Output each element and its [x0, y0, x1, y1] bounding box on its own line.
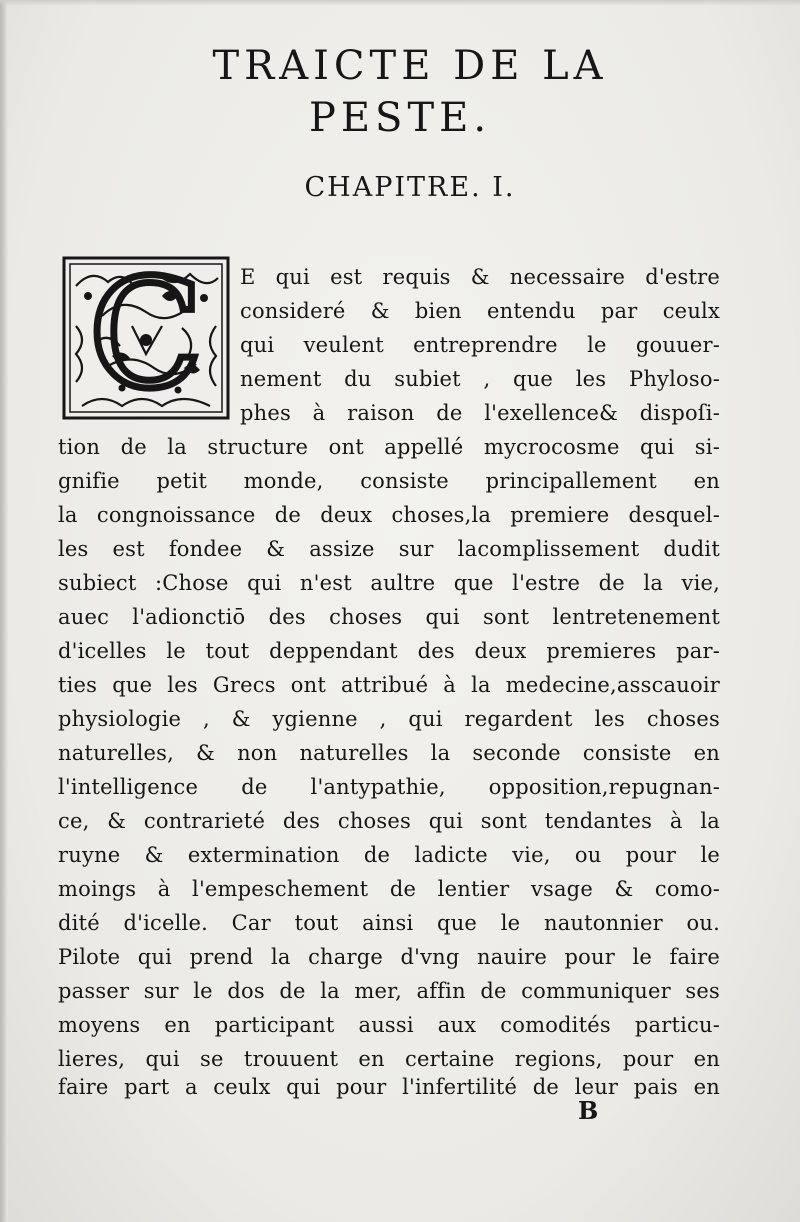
title-line-2: PESTE.: [308, 95, 492, 141]
text-line-4: nement du subiet , que les Phyloso-: [240, 367, 720, 391]
text-line-15: naturelles, & non naturelles la seconde consiste en: [58, 741, 720, 765]
text-line-8: la congnoissance de deux choses,la premiere desquel-: [58, 503, 720, 527]
title-line-1: TRAICTE DE LA: [212, 43, 608, 89]
text-line-18: ruyne & extermination de ladicte vie, ou pour le: [58, 843, 720, 867]
text-line-10: subiect :Chose qui n'est aultre que l'estre de la vie,: [58, 571, 720, 595]
text-line-25: faire part a ceulx qui pour l'infertilité de leur pais en: [58, 1075, 720, 1099]
text-line-1: E qui est requis & necessaire d'estre: [240, 265, 720, 289]
text-line-12: d'icelles le tout deppendant des deux premieres par-: [58, 639, 720, 663]
initial-letter: C: [88, 256, 204, 420]
text-line-22: passer sur le dos de la mer, affin de communiquer ses: [58, 979, 720, 1003]
text-line-17: ce, & contrarieté des choses qui sont tendantes à la: [58, 809, 720, 833]
text-line-20: dité d'icelle. Car tout ainsi que le nautonnier ou.: [58, 911, 720, 935]
text-line-7: gnifie petit monde, consiste principallement en: [58, 469, 720, 493]
text-line-3: qui veulent entreprendre le gouuer-: [240, 333, 720, 357]
text-line-9: les est fondee & assize sur lacomplissement dudit: [58, 537, 720, 561]
text-line-14: physiologie , & ygienne , qui regardent les choses: [58, 707, 720, 731]
text-line-21: Pilote qui prend la charge d'vng nauire pour le faire: [58, 945, 720, 969]
text-line-2: consideré & bien entendu par ceulx: [240, 299, 720, 323]
text-line-6: tion de la structure ont appellé mycrocosme qui si-: [58, 435, 720, 459]
text-line-11: auec l'adionctiō des choses qui sont lentretenement: [58, 605, 720, 629]
signature-mark: B: [578, 1096, 599, 1125]
chapter-heading: CHAPITRE. I.: [304, 172, 516, 203]
text-line-16: l'intelligence de l'antypathie, opposition,repugnan-: [58, 775, 720, 799]
text-line-24: lieres, qui se trouuent en certaine regions, pour en: [58, 1047, 720, 1071]
text-line-19: moings à l'empeschement de lentier vsage & como-: [58, 877, 720, 901]
text-line-13: ties que les Grecs ont attribué à la medecine,asscauoir: [58, 673, 720, 697]
text-line-23: moyens en participant aussi aux comodités particu-: [58, 1013, 720, 1037]
text-line-5: phes à raison de l'exellence& dispoſi-: [240, 401, 720, 425]
